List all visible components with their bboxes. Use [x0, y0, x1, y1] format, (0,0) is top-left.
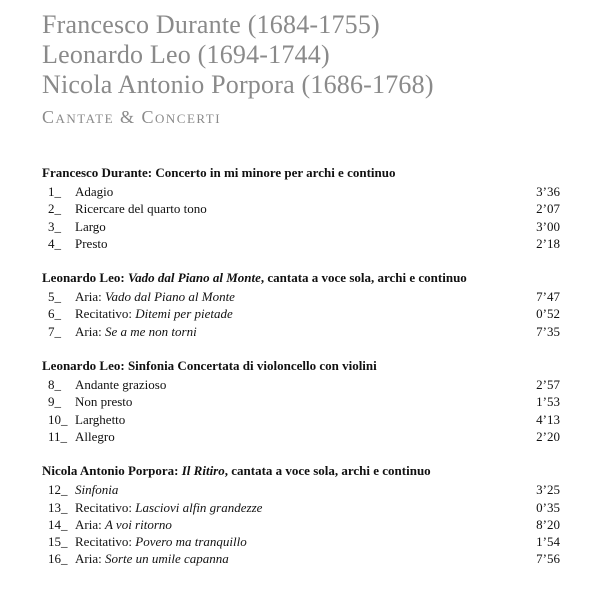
section-heading-text: Leonardo Leo: Sinfonia Concertata di violoncello con violini [42, 358, 377, 374]
track-row [42, 411, 560, 428]
track-number: 12_ [48, 482, 68, 498]
track-duration: 3’00 [536, 218, 560, 234]
section-heading-prefix: Nicola Antonio Porpora: [42, 463, 182, 479]
track-row [42, 516, 560, 533]
track-row [42, 288, 560, 305]
track-prefix: Recitativo: [75, 534, 133, 550]
section-leo-sinfonia [42, 356, 560, 445]
section-heading-text: Francesco Durante: Concerto in mi minore per archi e continuo [42, 165, 396, 180]
track-number: 15_ [48, 534, 68, 550]
track-row [42, 305, 560, 322]
section-heading-suffix: , cantata a voce sola, archi e continuo [224, 463, 431, 479]
section-heading [42, 163, 560, 183]
track-duration: 4’13 [536, 411, 560, 427]
track-duration: 1’54 [536, 534, 560, 550]
track-prefix: Recitativo: [75, 499, 133, 515]
track-duration: 0’52 [536, 306, 560, 322]
track-row [42, 499, 560, 516]
track-number: 14_ [48, 516, 68, 532]
track-duration: 2’20 [536, 428, 560, 444]
track-duration: 3’25 [536, 482, 560, 498]
track-duration: 7’47 [536, 289, 560, 305]
track-prefix: Aria: [75, 323, 102, 339]
section-heading [42, 268, 560, 288]
section-durante-concerto [42, 163, 560, 252]
track-title: Non presto [75, 394, 133, 410]
section-heading-work: Il Ritiro [181, 463, 225, 479]
track-row [42, 393, 560, 410]
track-duration: 7’35 [536, 323, 560, 339]
track-title: Presto [75, 235, 108, 251]
track-row [42, 428, 560, 445]
track-duration: 0’35 [536, 499, 560, 515]
track-number: 2_ [48, 201, 61, 217]
track-row [42, 218, 560, 235]
composer-header [42, 10, 434, 100]
track-title: Allegro [75, 428, 115, 444]
track-number: 13_ [48, 499, 68, 515]
track-row [42, 550, 560, 567]
track-title: Andante grazioso [75, 377, 167, 393]
track-title: Sinfonia [75, 482, 119, 498]
track-number: 4_ [48, 235, 61, 251]
track-title: Largo [75, 218, 106, 234]
track-title: Larghetto [75, 411, 126, 427]
track-title: Vado dal Piano al Monte [104, 289, 235, 305]
track-title: Lasciovi alfin grandezze [135, 499, 263, 515]
section-porpora-cantata [42, 461, 560, 567]
track-row [42, 481, 560, 498]
track-number: 16_ [48, 551, 68, 567]
track-title: A voi ritorno [104, 516, 172, 532]
track-prefix: Aria: [75, 289, 102, 305]
section-heading-suffix: , cantata a voce sola, archi e continuo [260, 270, 467, 286]
section-heading-work: Vado dal Piano al Monte [127, 270, 261, 286]
track-prefix: Aria: [75, 551, 102, 567]
section-heading-prefix: Leonardo Leo: [42, 270, 128, 286]
track-number: 9_ [48, 394, 61, 410]
track-row [42, 183, 560, 200]
track-number: 11_ [48, 428, 68, 444]
track-prefix: Recitativo: [75, 306, 133, 322]
track-number: 1_ [48, 184, 61, 199]
track-number: 10_ [48, 411, 68, 427]
section-heading [42, 356, 560, 376]
track-number: 3_ [48, 218, 61, 234]
track-title: Sorte un umile capanna [104, 551, 229, 567]
track-number: 7_ [48, 323, 61, 339]
track-title: Se a me non torni [104, 323, 197, 339]
track-prefix: Aria: [75, 516, 102, 532]
track-duration: 1’53 [536, 394, 560, 410]
composer-porpora: Nicola Antonio Porpora (1686-1768) [42, 70, 434, 99]
track-row [42, 376, 560, 393]
track-duration: 3’36 [536, 184, 560, 199]
track-row [42, 323, 560, 340]
track-title: Ricercare del quarto tono [75, 201, 207, 217]
track-duration: 2’07 [536, 201, 560, 217]
track-title: Povero ma tranquillo [135, 534, 247, 550]
track-number: 6_ [48, 306, 61, 322]
composer-leo: Leonardo Leo (1694-1744) [42, 40, 330, 69]
track-number: 8_ [48, 377, 61, 393]
track-row [42, 533, 560, 550]
track-duration: 2’18 [536, 235, 560, 251]
track-duration: 8’20 [536, 516, 560, 532]
tracklist [42, 163, 560, 584]
track-duration: 2’57 [536, 377, 560, 393]
track-number: 5_ [48, 289, 61, 305]
section-heading [42, 461, 560, 481]
track-title: Adagio [75, 184, 114, 199]
album-subtitle: Cantate & Concerti [42, 107, 222, 127]
track-duration: 7’56 [536, 551, 560, 567]
track-row [42, 200, 560, 217]
track-row [42, 235, 560, 252]
track-title: Ditemi per pietade [135, 306, 233, 322]
section-leo-cantata [42, 268, 560, 340]
composer-durante: Francesco Durante (1684-1755) [42, 10, 380, 39]
